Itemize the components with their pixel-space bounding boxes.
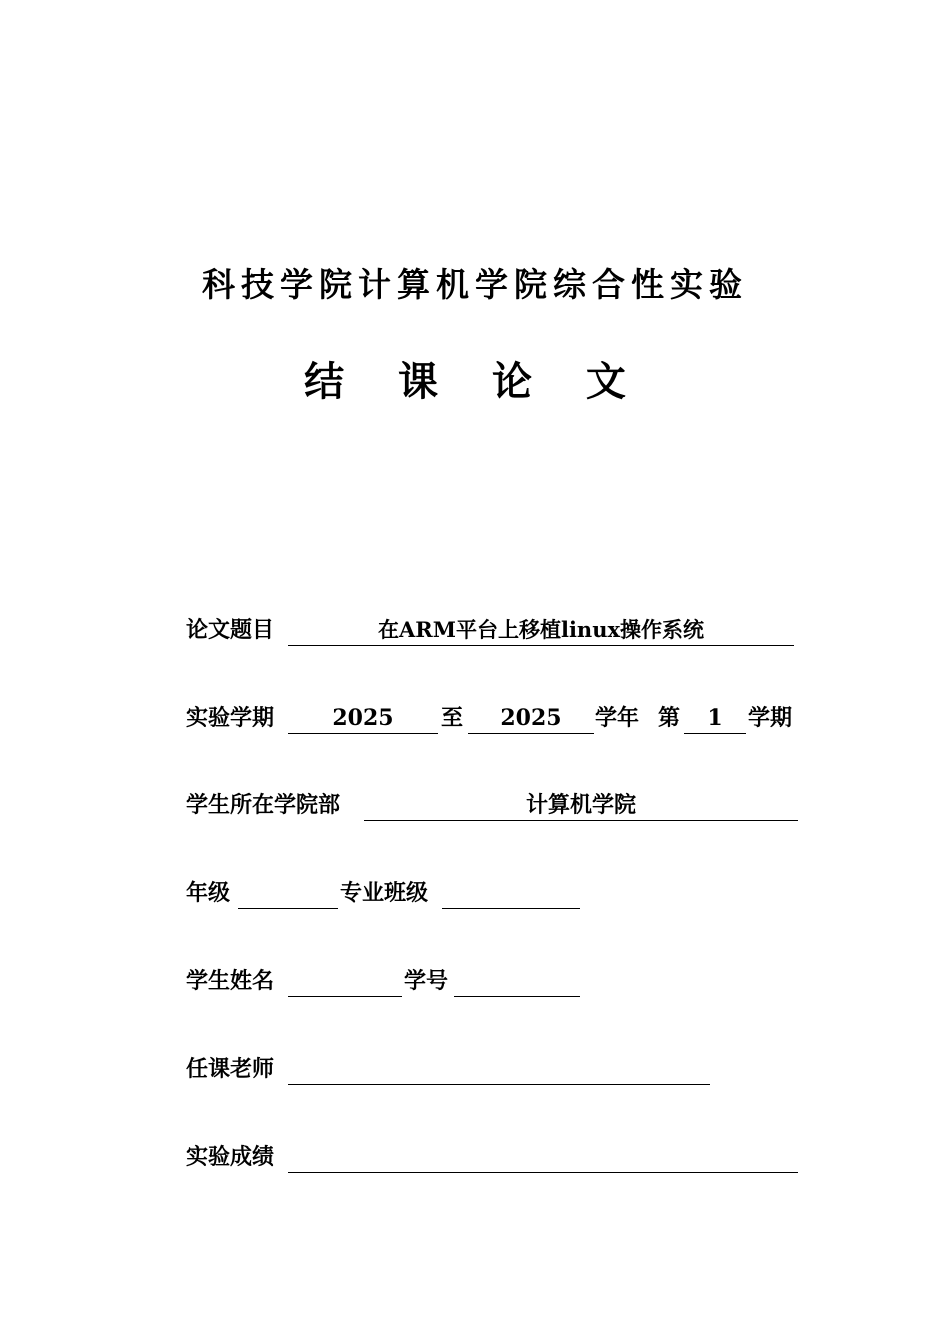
score-field[interactable] <box>288 1142 798 1173</box>
teacher-field[interactable] <box>288 1054 710 1085</box>
topic-label: 论文题目 <box>186 617 275 643</box>
department-label: 学生所在学院部 <box>186 792 341 818</box>
student-id-field[interactable] <box>454 966 580 997</box>
teacher-label: 任课老师 <box>186 1056 275 1082</box>
name-label: 学生姓名 <box>186 968 275 994</box>
institution-title: 科技学院计算机学院综合性实验 <box>202 265 748 304</box>
grade-label: 年级 <box>186 880 231 906</box>
ordinal-label: 第 <box>658 705 681 731</box>
topic-field[interactable]: 在ARM平台上移植linux操作系统 <box>288 615 794 646</box>
semester-label: 学期 <box>748 705 793 731</box>
document-title: 结 课 论 文 <box>304 359 646 405</box>
student-id-label: 学号 <box>404 968 449 994</box>
score-label: 实验成绩 <box>186 1144 275 1170</box>
year-end-field[interactable]: 2025 <box>468 703 594 734</box>
name-field[interactable] <box>288 966 402 997</box>
class-label: 专业班级 <box>340 880 429 906</box>
to-label: 至 <box>441 705 464 731</box>
term-label: 实验学期 <box>186 705 275 731</box>
year-start-field[interactable]: 2025 <box>288 703 438 734</box>
department-field[interactable]: 计算机学院 <box>364 790 798 821</box>
school-year-label: 学年 <box>595 705 640 731</box>
semester-number-field[interactable]: 1 <box>684 703 746 734</box>
grade-field[interactable] <box>238 878 338 909</box>
class-field[interactable] <box>442 878 580 909</box>
